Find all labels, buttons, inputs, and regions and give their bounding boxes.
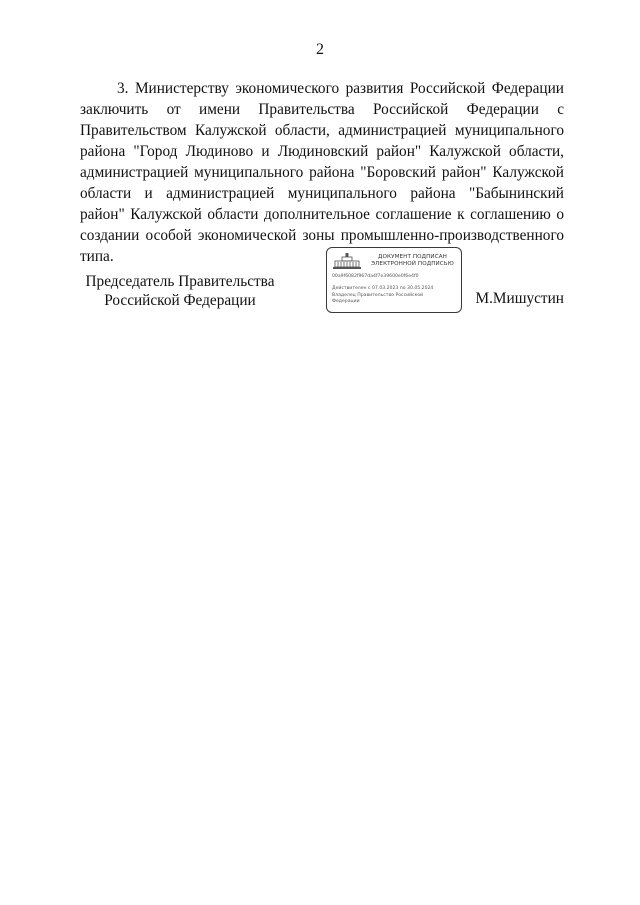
signer-position-line2: Российской Федерации bbox=[104, 292, 256, 309]
stamp-title-line2: ЭЛЕКТРОННОЙ ПОДПИСЬЮ bbox=[371, 261, 454, 267]
stamp-certificate: 00a9f6082f967da4f7e39600e0f6e4f0 bbox=[332, 274, 419, 279]
document-body bbox=[80, 78, 564, 267]
page-number: 2 bbox=[316, 41, 324, 58]
electronic-signature-stamp bbox=[326, 247, 462, 313]
stamp-validity: Действителен с 07.03.2023 по 30.05.2024 bbox=[332, 286, 434, 291]
signer-position-line1: Председатель Правительства bbox=[85, 273, 275, 290]
stamp-title-line1: ДОКУМЕНТ ПОДПИСАН bbox=[378, 254, 447, 260]
stamp-owner: Владелец Правительство Российской Федерации bbox=[332, 293, 424, 304]
signer-position bbox=[78, 272, 282, 310]
paragraph-3: 3. Министерству экономического развития Российской Федерации заключить от имени Правительства Российской Федерации с Правительством Калужской области, администрацией муниципального района "Город Людиново и Людиновский район" Калужской области, администрацией муниципального района "Боровский район" Калужской области и администрацией муниципального района "Бабынинский район" Калужской области дополнительное соглашение к соглашению о создании особой экономической зоны промышленно-производственного типа. bbox=[80, 80, 564, 265]
signature-block bbox=[78, 272, 568, 322]
government-building-icon bbox=[332, 252, 362, 270]
stamp-title bbox=[365, 254, 460, 268]
signer-name: М.Мишустин bbox=[475, 290, 564, 307]
